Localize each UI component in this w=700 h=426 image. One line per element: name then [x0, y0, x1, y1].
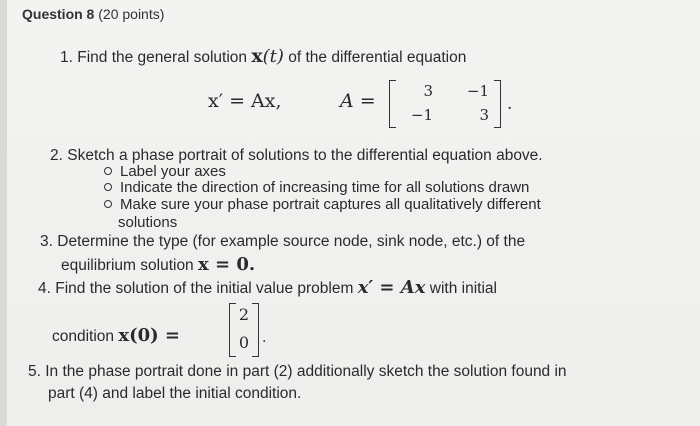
bullet-item — [104, 163, 226, 180]
q4-condition — [52, 325, 180, 346]
q4-equation: x′ = Ax — [357, 277, 426, 298]
q5-line — [28, 363, 567, 381]
question-header — [22, 6, 164, 22]
matrix-left-bracket — [389, 80, 396, 128]
q3-text: Determine the type (for example source node, sink node, etc.) of the — [57, 233, 526, 250]
matrix-cell: 3 — [423, 82, 433, 100]
q4-text: Find the solution of the initial value problem — [55, 280, 354, 297]
q2-number: 2. — [50, 147, 63, 164]
q4-period: . — [262, 330, 267, 346]
q1-text: Find the general solution — [77, 49, 248, 66]
q5-text: In the phase portrait done in part (2) additionally sketch the solution found in — [45, 363, 567, 380]
vector-cell: 2 — [238, 305, 250, 324]
q1-x-symbol: x — [251, 45, 263, 67]
bullet-item — [104, 179, 529, 196]
q1-period: . — [507, 94, 513, 114]
bullet-continuation: solutions — [118, 214, 178, 231]
q1-eq-a: A = — [340, 90, 376, 112]
q4-cond-label: condition — [52, 328, 115, 345]
matrix-right-bracket — [494, 80, 501, 128]
q1-text2: of the differential equation — [288, 49, 467, 66]
q1-line — [60, 45, 466, 67]
bullet-text: Label your axes — [120, 163, 226, 180]
q2-text: Sketch a phase portrait of solutions to the differential equation above. — [67, 147, 543, 164]
bullet-text: Make sure your phase portrait captures all qualitatively different — [120, 196, 541, 213]
question-number: Question 8 — [22, 6, 95, 22]
q4-text2: with initial — [429, 280, 497, 297]
matrix-cell: 3 — [479, 106, 489, 124]
matrix-cell: −1 — [466, 82, 489, 100]
q3-number: 3. — [40, 233, 53, 250]
q4-line — [38, 277, 497, 298]
vector-right-bracket — [252, 303, 259, 357]
q1-equation — [208, 90, 282, 112]
q3-equation: x = 0. — [198, 254, 256, 275]
bullet-icon — [104, 200, 112, 208]
q4-number: 4. — [38, 280, 51, 297]
bullet-text: Indicate the direction of increasing time for all solutions drawn — [120, 179, 530, 196]
q3-line2 — [61, 254, 255, 275]
bullet-icon — [104, 183, 112, 191]
bullet-icon — [104, 167, 112, 175]
vector-cell: 0 — [238, 333, 250, 352]
q3-line2-text: equilibrium solution — [61, 257, 194, 274]
question-points: (20 points) — [98, 6, 165, 22]
matrix-a — [389, 80, 501, 128]
q1-eq-lhs: x′ = Ax, — [208, 90, 282, 112]
matrix-cell: −1 — [410, 106, 433, 124]
q3-line — [40, 233, 525, 251]
left-margin-bar — [0, 0, 7, 426]
q5-number: 5. — [28, 363, 41, 380]
q1-t-arg: (t) — [262, 46, 284, 67]
q5-line2: part (4) and label the initial condition. — [48, 385, 302, 402]
q1-number: 1. — [60, 49, 73, 66]
bullet-item — [104, 196, 541, 213]
initial-vector — [229, 303, 259, 357]
q4-x0: x(0) = — [118, 325, 180, 346]
